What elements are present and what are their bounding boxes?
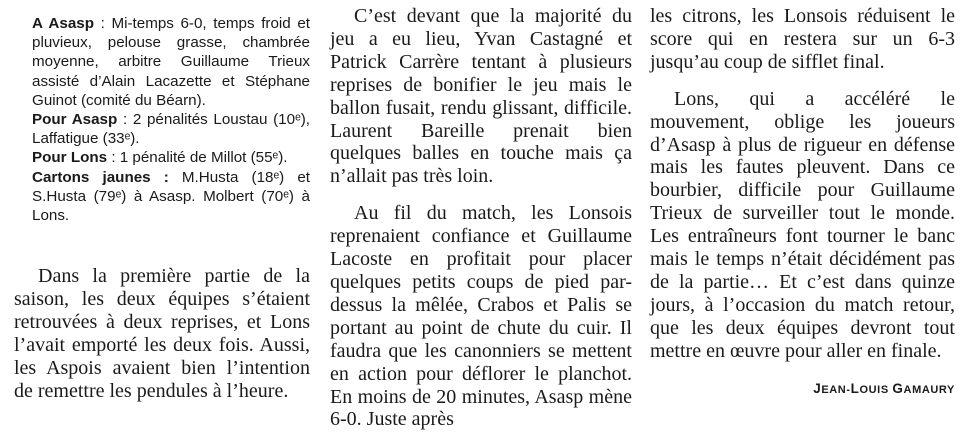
factbox-text-a-asasp: : Mi-temps 6-0, temps froid et pluvieux, pelouse grasse, chambrée moyenne, arbitre Guillaume Trieux assisté d’Alain Lacazette et Stéphane Guinot (comité du Béarn). [32, 15, 310, 109]
author-last-initial: G [892, 380, 904, 396]
author-mid-rest: OUIS [859, 383, 893, 396]
article-paragraph-1: Dans la première partie de la saison, les deux équipes s’étaient retrouvées à deux reprises, et Lons l’avait emporté les deux fois. Aussi, les Aspois avaient bien l’intention de remettre les pendules à l’heure. [14, 265, 310, 402]
factbox-text-pour-lons: : 1 pénalité de Millot (55ᵉ). [107, 149, 288, 167]
author-signature [650, 381, 955, 396]
article-paragraph-3-continued: les citrons, les Lonsois réduisent le score qui en restera sur un 6-3 jusqu’au coup de sifflet final. [650, 5, 955, 73]
article-body-col-3 [650, 0, 955, 363]
match-factbox [14, 0, 310, 225]
column-1 [14, 0, 310, 403]
article-paragraph-3: Au fil du match, les Lonsois reprenaient confiance et Guillaume Lacoste en profitait pour placer quelques petits coups de pied par-dessus la mêlée, Crabos et Palis se portant au point de chute du cuir. Il faudra que les canonniers se mettent en action pour déflorer le planchot. En moins de 20 minutes, Asasp mène 6-0. Juste après [330, 202, 632, 431]
article-body-col-1 [14, 265, 310, 402]
factbox-label-pour-asasp: Pour Asasp [32, 111, 118, 129]
factbox-pour-lons [32, 148, 310, 167]
author-last-rest: AMAURY [903, 383, 955, 396]
factbox-label-pour-lons: Pour Lons [32, 149, 108, 167]
author-first-rest: EAN- [821, 383, 851, 396]
factbox-label-cartons: Cartons jaunes : [32, 168, 169, 186]
article-paragraph-2: C’est devant que la majorité du jeu a eu lieu, Yvan Castagné et Patrick Carrère tentant à plusieurs reprises de bonifier le jeu mais le ballon fusait, rendu glissant, difficile. Laurent Bareille prenait bien quelques balles en touche mais ça n’allait pas très loin. [330, 5, 632, 188]
factbox-label-a-asasp: A Asasp [32, 15, 95, 32]
column-3 [650, 0, 955, 396]
factbox-cartons [32, 168, 310, 226]
factbox-text-pour-asasp: : 2 pénalités Loustau (10ᵉ), Laffatigue (33ᵉ). [32, 111, 310, 148]
factbox-match-info [32, 14, 310, 110]
factbox-text-cartons: M.Husta (18ᵉ) et S.Husta (79ᵉ) à Asasp. Molbert (70ᵉ) à Lons. [32, 168, 310, 225]
article-paragraph-4: Lons, qui a accéléré le mouvement, oblige les joueurs d’Asasp à plus de rigueur en défense mais les fautes pleuvent. Dans ce bourbier, difficile pour Guillaume Trieux de surveiller tout le monde. Les entraîneurs font tourner le banc mais le temps n’était décidément pas de la partie… Et c’est dans quinze jours, à l’occasion du match retour, que les deux équipes devront tout mettre en œuvre pour aller en finale. [650, 87, 955, 362]
article-body-col-2 [330, 0, 632, 431]
factbox-pour-asasp [32, 110, 310, 148]
author-first-initial: J [813, 380, 822, 396]
author-mid-initial: L [850, 380, 860, 396]
column-2 [330, 0, 632, 431]
